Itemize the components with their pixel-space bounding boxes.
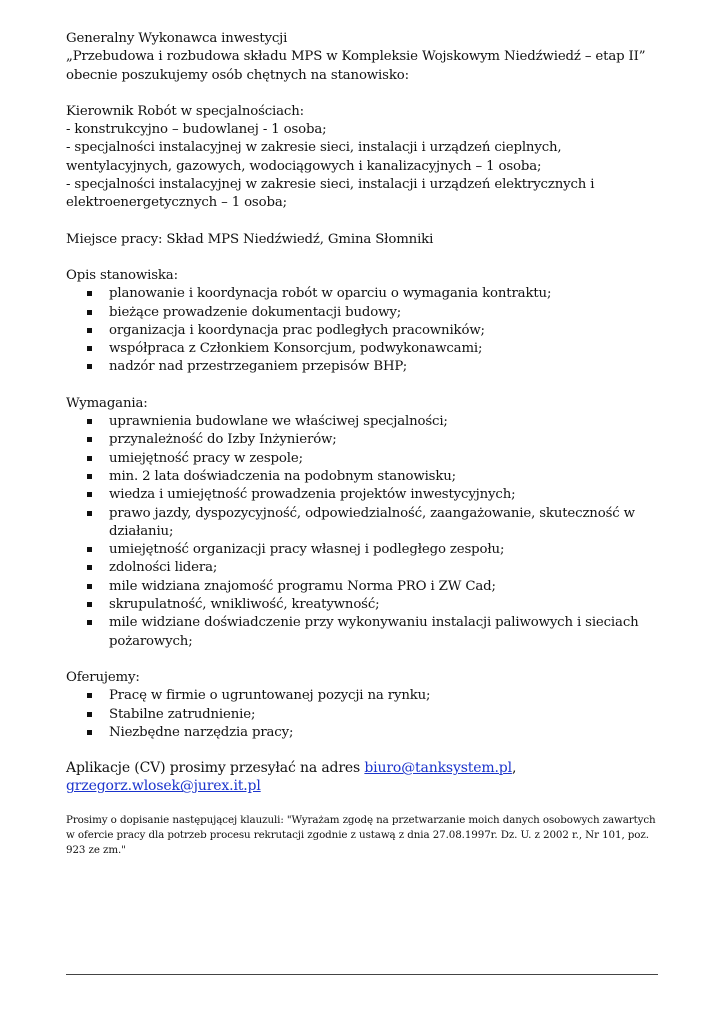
requirements-title: Wymagania: (66, 395, 148, 411)
spacer (66, 377, 666, 395)
spacer (66, 213, 666, 231)
list-item: nadzór nad przestrzeganiem przepisów BHP; (87, 358, 666, 376)
application-text: Aplikacje (CV) prosimy przesyłać na adres (66, 760, 365, 777)
email-link-tanksystem[interactable]: biuro@tanksystem.pl (364, 760, 512, 777)
footer-divider (66, 974, 658, 975)
list-item: Pracę w firmie o ugruntowanej pozycji na rynku; (87, 687, 666, 705)
list-item: wiedza i umiejętność prowadzenia projektów inwestycyjnych; (87, 486, 666, 504)
position-item: - konstrukcyjno – budowlanej - 1 osoba; (66, 122, 327, 138)
list-item: prawo jazdy, dyspozycyjność, odpowiedzialność, zaangażowanie, skuteczność w działaniu; (87, 505, 666, 542)
list-item: mile widziana znajomość programu Norma PRO i ZW Cad; (87, 578, 666, 596)
position-item: - specjalności instalacyjnej w zakresie sieci, instalacji i urządzeń cieplnych, wentylacyjnych, gazowych, wodociągowych i kanalizacyjnych – 1 osoba; (66, 140, 562, 174)
header-line-3: obecnie poszukujemy osób chętnych na stanowisko: (66, 67, 409, 83)
position-title: Kierownik Robót w specjalnościach: (66, 103, 304, 119)
spacer (66, 249, 666, 267)
email-separator: , (511, 760, 517, 777)
list-item: zdolności lidera; (87, 559, 666, 577)
requirements-list (66, 413, 666, 651)
application-line (66, 759, 666, 796)
document-page (66, 30, 666, 858)
list-item: bieżące prowadzenie dokumentacji budowy; (87, 304, 666, 322)
list-item: umiejętność pracy w zespole; (87, 450, 666, 468)
list-item: Niezbędne narzędzia pracy; (87, 724, 666, 742)
header-line-2: „Przebudowa i rozbudowa składu MPS w Kompleksie Wojskowym Niedźwiedź – etap II” (66, 49, 646, 65)
list-item: skrupulatność, wnikliwość, kreatywność; (87, 596, 666, 614)
list-item: organizacja i koordynacja prac podległych pracowników; (87, 322, 666, 340)
workplace: Miejsce pracy: Skład MPS Niedźwiedź, Gmina Słomniki (66, 231, 434, 247)
list-item: współpraca z Członkiem Konsorcjum, podwykonawcami; (87, 340, 666, 358)
list-item: min. 2 lata doświadczenia na podobnym stanowisku; (87, 468, 666, 486)
header-line-1: Generalny Wykonawca inwestycji (66, 31, 288, 46)
list-item: przynależność do Izby Inżynierów; (87, 431, 666, 449)
offer-list (66, 687, 666, 742)
offer-title: Oferujemy: (66, 669, 140, 685)
list-item: mile widziane doświadczenie przy wykonywaniu instalacji paliwowych i sieciach pożarowych; (87, 614, 666, 651)
list-item: Stabilne zatrudnienie; (87, 706, 666, 724)
spacer (66, 651, 666, 669)
position-item: - specjalności instalacyjnej w zakresie sieci, instalacji i urządzeń elektrycznych i elektroenergetycznych – 1 osoba; (66, 177, 595, 211)
gdpr-clause: Prosimy o dopisanie następującej klauzuli: "Wyrażam zgodę na przetwarzanie moich danych osobowych zawartych w ofercie pracy dla potrzeb procesu rekrutacji zgodnie z ustawą z dnia 27.08.1997r. Dz. U. z 2002 r., Nr 101, poz. 923 ze zm." (66, 813, 656, 856)
email-link-jurex[interactable]: grzegorz.wlosek@jurex.it.pl (66, 778, 261, 795)
list-item: umiejętność organizacji pracy własnej i podległego zespołu; (87, 541, 666, 559)
description-title: Opis stanowiska: (66, 267, 178, 283)
list-item: planowanie i koordynacja robót w oparciu o wymagania kontraktu; (87, 285, 666, 303)
list-item: uprawnienia budowlane we właściwej specjalności; (87, 413, 666, 431)
spacer (66, 85, 666, 103)
description-list (66, 285, 666, 376)
